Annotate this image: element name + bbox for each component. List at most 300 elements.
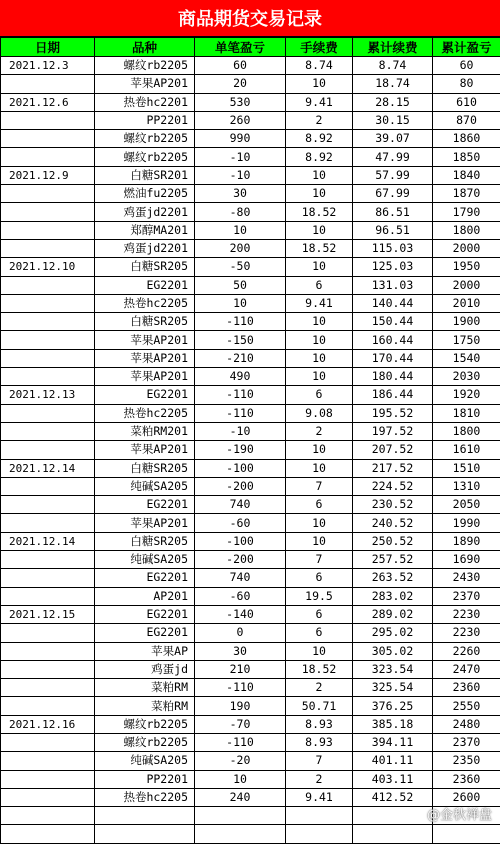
cell-cum-fee: 295.02 xyxy=(353,624,433,642)
cell-cum-pnl: 1510 xyxy=(433,459,500,477)
cell-cum-pnl: 2360 xyxy=(433,770,500,788)
watermark: @金秋禅盘 xyxy=(427,804,492,823)
table-row xyxy=(1,660,500,678)
cell-cum-pnl: 2430 xyxy=(433,569,500,587)
cell-product: 热卷hc2205 xyxy=(95,294,195,312)
table-row xyxy=(1,93,500,111)
cell-single-pnl: 490 xyxy=(195,368,286,386)
cell-cum-pnl: 1750 xyxy=(433,331,500,349)
cell-date: 2021.12.9 xyxy=(1,166,95,184)
cell-cum-pnl: 2000 xyxy=(433,276,500,294)
cell-cum-fee: 401.11 xyxy=(353,752,433,770)
cell-cum-fee: 8.74 xyxy=(353,57,433,75)
cell-cum-pnl: 1850 xyxy=(433,148,500,166)
cell-cum-pnl: 2010 xyxy=(433,294,500,312)
table-row xyxy=(1,276,500,294)
cell-cum-fee: 376.25 xyxy=(353,697,433,715)
cell-cum-pnl: 2000 xyxy=(433,239,500,257)
cell-cum-pnl: 1890 xyxy=(433,532,500,550)
cell-date xyxy=(1,239,95,257)
cell-cum-fee: 217.52 xyxy=(353,459,433,477)
cell-date: 2021.12.10 xyxy=(1,258,95,276)
cell-cum-fee: 257.52 xyxy=(353,551,433,569)
cell-cum-pnl: 1610 xyxy=(433,441,500,459)
cell-cum-fee: 150.44 xyxy=(353,313,433,331)
col-header-product: 品种 xyxy=(95,38,195,57)
cell-cum-pnl: 2350 xyxy=(433,752,500,770)
cell-cum-fee: 67.99 xyxy=(353,185,433,203)
cell-fee: 8.92 xyxy=(286,148,353,166)
cell-cum-fee: 195.52 xyxy=(353,404,433,422)
cell-date: 2021.12.13 xyxy=(1,386,95,404)
cell-single-pnl: 50 xyxy=(195,276,286,294)
cell-cum-fee: 403.11 xyxy=(353,770,433,788)
table-row xyxy=(1,75,500,93)
cell-date xyxy=(1,733,95,751)
cell-fee xyxy=(286,807,353,825)
cell-single-pnl: 10 xyxy=(195,221,286,239)
cell-date: 2021.12.14 xyxy=(1,532,95,550)
cell-date xyxy=(1,75,95,93)
cell-product: 螺纹rb2205 xyxy=(95,715,195,733)
table-row xyxy=(1,697,500,715)
cell-cum-fee: 197.52 xyxy=(353,422,433,440)
cell-product: 苹果AP201 xyxy=(95,514,195,532)
table-row xyxy=(1,788,500,806)
cell-cum-pnl: 60 xyxy=(433,57,500,75)
cell-product: 鸡蛋jd xyxy=(95,660,195,678)
table-row xyxy=(1,294,500,312)
table-row xyxy=(1,349,500,367)
cell-single-pnl: -110 xyxy=(195,679,286,697)
table-row xyxy=(1,532,500,550)
cell-date xyxy=(1,660,95,678)
cell-single-pnl: -80 xyxy=(195,203,286,221)
cell-fee: 7 xyxy=(286,477,353,495)
cell-cum-fee: 240.52 xyxy=(353,514,433,532)
cell-cum-fee: 28.15 xyxy=(353,93,433,111)
cell-cum-pnl: 2230 xyxy=(433,624,500,642)
cell-fee: 9.41 xyxy=(286,788,353,806)
cell-product: EG2201 xyxy=(95,276,195,294)
cell-cum-pnl: 1800 xyxy=(433,422,500,440)
cell-single-pnl: -50 xyxy=(195,258,286,276)
table-body xyxy=(1,57,500,844)
cell-cum-fee: 289.02 xyxy=(353,605,433,623)
cell-cum-fee: 385.18 xyxy=(353,715,433,733)
cell-cum-pnl: 2370 xyxy=(433,587,500,605)
cell-fee: 6 xyxy=(286,496,353,514)
cell-product: EG2201 xyxy=(95,605,195,623)
cell-cum-fee: 230.52 xyxy=(353,496,433,514)
cell-fee: 7 xyxy=(286,551,353,569)
cell-product: PP2201 xyxy=(95,111,195,129)
cell-cum-fee: 186.44 xyxy=(353,386,433,404)
cell-fee: 50.71 xyxy=(286,697,353,715)
cell-single-pnl: 530 xyxy=(195,93,286,111)
cell-fee: 10 xyxy=(286,258,353,276)
table-row xyxy=(1,569,500,587)
cell-date: 2021.12.14 xyxy=(1,459,95,477)
cell-fee: 2 xyxy=(286,679,353,697)
table-row xyxy=(1,331,500,349)
cell-product: 菜粕RM xyxy=(95,679,195,697)
cell-cum-pnl: 2050 xyxy=(433,496,500,514)
cell-cum-fee: 30.15 xyxy=(353,111,433,129)
cell-cum-pnl: 2370 xyxy=(433,733,500,751)
cell-fee: 8.93 xyxy=(286,715,353,733)
cell-product: 螺纹rb2205 xyxy=(95,130,195,148)
cell-product: 螺纹rb2205 xyxy=(95,733,195,751)
table-row xyxy=(1,258,500,276)
cell-cum-pnl: 870 xyxy=(433,111,500,129)
cell-single-pnl: -140 xyxy=(195,605,286,623)
cell-cum-pnl: 1900 xyxy=(433,313,500,331)
cell-single-pnl: -10 xyxy=(195,166,286,184)
cell-cum-fee: 283.02 xyxy=(353,587,433,605)
cell-product: 热卷hc2205 xyxy=(95,404,195,422)
cell-date: 2021.12.16 xyxy=(1,715,95,733)
cell-date xyxy=(1,349,95,367)
cell-cum-fee: 115.03 xyxy=(353,239,433,257)
cell-product xyxy=(95,807,195,825)
table-row xyxy=(1,422,500,440)
cell-date xyxy=(1,624,95,642)
cell-product: 螺纹rb2205 xyxy=(95,148,195,166)
cell-date xyxy=(1,807,95,825)
cell-product: 燃油fu2205 xyxy=(95,185,195,203)
cell-product: 鸡蛋jd2201 xyxy=(95,203,195,221)
cell-single-pnl: -110 xyxy=(195,404,286,422)
table-row xyxy=(1,825,500,843)
table-row xyxy=(1,459,500,477)
cell-single-pnl: -210 xyxy=(195,349,286,367)
cell-cum-fee: 323.54 xyxy=(353,660,433,678)
table-row xyxy=(1,551,500,569)
cell-cum-fee: 394.11 xyxy=(353,733,433,751)
cell-cum-fee: 86.51 xyxy=(353,203,433,221)
table-row xyxy=(1,624,500,642)
cell-date xyxy=(1,313,95,331)
cell-fee: 10 xyxy=(286,349,353,367)
cell-single-pnl: 10 xyxy=(195,770,286,788)
cell-single-pnl: 60 xyxy=(195,57,286,75)
cell-cum-fee: 180.44 xyxy=(353,368,433,386)
cell-fee: 7 xyxy=(286,752,353,770)
cell-product: 菜粕RM201 xyxy=(95,422,195,440)
cell-date xyxy=(1,752,95,770)
cell-cum-pnl: 2230 xyxy=(433,605,500,623)
table-row xyxy=(1,605,500,623)
cell-cum-fee: 140.44 xyxy=(353,294,433,312)
cell-single-pnl xyxy=(195,825,286,843)
cell-single-pnl: -190 xyxy=(195,441,286,459)
table-row xyxy=(1,733,500,751)
cell-product xyxy=(95,825,195,843)
cell-single-pnl: -100 xyxy=(195,532,286,550)
cell-product: 纯碱SA205 xyxy=(95,752,195,770)
table-row xyxy=(1,752,500,770)
cell-fee: 18.52 xyxy=(286,660,353,678)
cell-single-pnl: -60 xyxy=(195,587,286,605)
cell-fee: 6 xyxy=(286,569,353,587)
table-row xyxy=(1,130,500,148)
cell-fee: 10 xyxy=(286,331,353,349)
cell-date xyxy=(1,276,95,294)
cell-product: 苹果AP201 xyxy=(95,331,195,349)
cell-single-pnl: 20 xyxy=(195,75,286,93)
cell-date xyxy=(1,477,95,495)
cell-cum-pnl: 1990 xyxy=(433,514,500,532)
cell-single-pnl: -150 xyxy=(195,331,286,349)
cell-date xyxy=(1,587,95,605)
cell-cum-fee: 160.44 xyxy=(353,331,433,349)
cell-product: 苹果AP201 xyxy=(95,368,195,386)
cell-cum-pnl: 1870 xyxy=(433,185,500,203)
cell-fee: 2 xyxy=(286,770,353,788)
cell-date xyxy=(1,441,95,459)
table-row xyxy=(1,715,500,733)
cell-fee: 10 xyxy=(286,313,353,331)
cell-cum-fee: 207.52 xyxy=(353,441,433,459)
table-row xyxy=(1,166,500,184)
col-header-cum-fee: 累计续费 xyxy=(353,38,433,57)
cell-fee: 19.5 xyxy=(286,587,353,605)
cell-fee: 9.41 xyxy=(286,294,353,312)
cell-date: 2021.12.3 xyxy=(1,57,95,75)
cell-cum-pnl xyxy=(433,825,500,843)
cell-cum-pnl: 1920 xyxy=(433,386,500,404)
cell-fee: 10 xyxy=(286,642,353,660)
table-row xyxy=(1,496,500,514)
cell-cum-pnl: 1810 xyxy=(433,404,500,422)
cell-single-pnl: 210 xyxy=(195,660,286,678)
cell-fee: 10 xyxy=(286,459,353,477)
cell-fee: 10 xyxy=(286,368,353,386)
cell-product: 郑醇MA201 xyxy=(95,221,195,239)
cell-cum-fee: 263.52 xyxy=(353,569,433,587)
table-row xyxy=(1,587,500,605)
table-row xyxy=(1,368,500,386)
cell-single-pnl: -110 xyxy=(195,313,286,331)
cell-single-pnl: -10 xyxy=(195,422,286,440)
cell-single-pnl: 10 xyxy=(195,294,286,312)
table-row xyxy=(1,441,500,459)
cell-single-pnl: -60 xyxy=(195,514,286,532)
cell-fee: 2 xyxy=(286,111,353,129)
table-row xyxy=(1,148,500,166)
cell-cum-fee: 305.02 xyxy=(353,642,433,660)
cell-product: EG2201 xyxy=(95,386,195,404)
table-row xyxy=(1,57,500,75)
cell-product: EG2201 xyxy=(95,569,195,587)
cell-single-pnl: -110 xyxy=(195,386,286,404)
cell-single-pnl: -10 xyxy=(195,148,286,166)
cell-cum-fee: 57.99 xyxy=(353,166,433,184)
cell-cum-fee: 412.52 xyxy=(353,788,433,806)
table-row xyxy=(1,770,500,788)
cell-cum-pnl: 2030 xyxy=(433,368,500,386)
cell-fee: 8.74 xyxy=(286,57,353,75)
cell-product: 苹果AP xyxy=(95,642,195,660)
cell-cum-pnl: 1690 xyxy=(433,551,500,569)
cell-product: 白糖SR205 xyxy=(95,459,195,477)
cell-single-pnl: -100 xyxy=(195,459,286,477)
table-row xyxy=(1,514,500,532)
cell-cum-fee xyxy=(353,807,433,825)
sheet-title: 商品期货交易记录 xyxy=(0,0,500,37)
table-row xyxy=(1,203,500,221)
cell-date xyxy=(1,642,95,660)
cell-cum-pnl: 1310 xyxy=(433,477,500,495)
cell-product: 白糖SR205 xyxy=(95,258,195,276)
cell-fee: 10 xyxy=(286,441,353,459)
cell-date xyxy=(1,221,95,239)
cell-single-pnl: 200 xyxy=(195,239,286,257)
cell-single-pnl: 30 xyxy=(195,642,286,660)
cell-single-pnl: -200 xyxy=(195,477,286,495)
cell-date: 2021.12.6 xyxy=(1,93,95,111)
cell-cum-pnl: 2470 xyxy=(433,660,500,678)
cell-cum-pnl: 1950 xyxy=(433,258,500,276)
cell-date xyxy=(1,788,95,806)
cell-fee: 6 xyxy=(286,624,353,642)
cell-cum-fee: 250.52 xyxy=(353,532,433,550)
cell-product: 螺纹rb2205 xyxy=(95,57,195,75)
cell-fee: 18.52 xyxy=(286,239,353,257)
cell-fee: 18.52 xyxy=(286,203,353,221)
cell-date xyxy=(1,331,95,349)
cell-fee: 10 xyxy=(286,532,353,550)
table-row xyxy=(1,239,500,257)
cell-single-pnl: 240 xyxy=(195,788,286,806)
cell-product: EG2201 xyxy=(95,624,195,642)
cell-date xyxy=(1,770,95,788)
trade-record-table xyxy=(0,37,500,844)
cell-fee: 10 xyxy=(286,221,353,239)
cell-product: 纯碱SA205 xyxy=(95,477,195,495)
cell-fee xyxy=(286,825,353,843)
cell-date xyxy=(1,496,95,514)
cell-date xyxy=(1,368,95,386)
cell-product: 白糖SR205 xyxy=(95,532,195,550)
cell-cum-pnl: 1790 xyxy=(433,203,500,221)
table-row xyxy=(1,221,500,239)
cell-single-pnl: -200 xyxy=(195,551,286,569)
cell-cum-fee: 170.44 xyxy=(353,349,433,367)
cell-cum-pnl: 1800 xyxy=(433,221,500,239)
cell-cum-pnl: 1840 xyxy=(433,166,500,184)
cell-cum-pnl: 2480 xyxy=(433,715,500,733)
table-row xyxy=(1,111,500,129)
cell-date: 2021.12.15 xyxy=(1,605,95,623)
cell-fee: 8.93 xyxy=(286,733,353,751)
cell-cum-fee: 39.07 xyxy=(353,130,433,148)
cell-date xyxy=(1,825,95,843)
cell-fee: 2 xyxy=(286,422,353,440)
cell-product: 热卷hc2201 xyxy=(95,93,195,111)
cell-fee: 10 xyxy=(286,185,353,203)
cell-fee: 10 xyxy=(286,75,353,93)
cell-fee: 6 xyxy=(286,276,353,294)
cell-single-pnl: 740 xyxy=(195,569,286,587)
cell-product: 苹果AP201 xyxy=(95,75,195,93)
cell-fee: 6 xyxy=(286,605,353,623)
cell-cum-pnl: 2550 xyxy=(433,697,500,715)
cell-product: 苹果AP201 xyxy=(95,349,195,367)
cell-cum-fee: 325.54 xyxy=(353,679,433,697)
cell-date xyxy=(1,111,95,129)
cell-product: 白糖SR205 xyxy=(95,313,195,331)
cell-date xyxy=(1,404,95,422)
cell-single-pnl xyxy=(195,807,286,825)
cell-fee: 9.08 xyxy=(286,404,353,422)
cell-single-pnl: -20 xyxy=(195,752,286,770)
cell-cum-pnl: 2360 xyxy=(433,679,500,697)
cell-date xyxy=(1,551,95,569)
cell-single-pnl: 990 xyxy=(195,130,286,148)
cell-cum-fee: 96.51 xyxy=(353,221,433,239)
cell-product: 鸡蛋jd2201 xyxy=(95,239,195,257)
cell-date xyxy=(1,203,95,221)
cell-product: 白糖SR201 xyxy=(95,166,195,184)
cell-fee: 10 xyxy=(286,514,353,532)
cell-product: 热卷hc2205 xyxy=(95,788,195,806)
cell-cum-fee: 125.03 xyxy=(353,258,433,276)
cell-product: 纯碱SA205 xyxy=(95,551,195,569)
cell-single-pnl: -70 xyxy=(195,715,286,733)
cell-fee: 9.41 xyxy=(286,93,353,111)
cell-cum-pnl: 2600 xyxy=(433,788,500,806)
table-row xyxy=(1,642,500,660)
cell-cum-fee: 47.99 xyxy=(353,148,433,166)
cell-date xyxy=(1,697,95,715)
cell-date xyxy=(1,148,95,166)
cell-cum-pnl: 1540 xyxy=(433,349,500,367)
col-header-cum-pnl: 累计盈亏 xyxy=(433,38,500,57)
table-row xyxy=(1,185,500,203)
cell-cum-pnl: 80 xyxy=(433,75,500,93)
table-row xyxy=(1,477,500,495)
table-row xyxy=(1,313,500,331)
cell-cum-pnl: 2260 xyxy=(433,642,500,660)
cell-product: EG2201 xyxy=(95,496,195,514)
cell-single-pnl: 740 xyxy=(195,496,286,514)
cell-date xyxy=(1,679,95,697)
cell-single-pnl: 30 xyxy=(195,185,286,203)
table-row xyxy=(1,386,500,404)
cell-product: 菜粕RM xyxy=(95,697,195,715)
col-header-single-pnl: 单笔盈亏 xyxy=(195,38,286,57)
cell-date xyxy=(1,185,95,203)
cell-date xyxy=(1,514,95,532)
cell-single-pnl: 0 xyxy=(195,624,286,642)
col-header-fee: 手续费 xyxy=(286,38,353,57)
cell-fee: 6 xyxy=(286,386,353,404)
header-row xyxy=(1,38,500,57)
cell-date xyxy=(1,569,95,587)
cell-date xyxy=(1,130,95,148)
cell-cum-fee: 224.52 xyxy=(353,477,433,495)
cell-single-pnl: -110 xyxy=(195,733,286,751)
cell-fee: 8.92 xyxy=(286,130,353,148)
table-row xyxy=(1,679,500,697)
cell-product: AP201 xyxy=(95,587,195,605)
cell-cum-fee: 18.74 xyxy=(353,75,433,93)
cell-cum-pnl: 1860 xyxy=(433,130,500,148)
cell-single-pnl: 190 xyxy=(195,697,286,715)
cell-date xyxy=(1,294,95,312)
